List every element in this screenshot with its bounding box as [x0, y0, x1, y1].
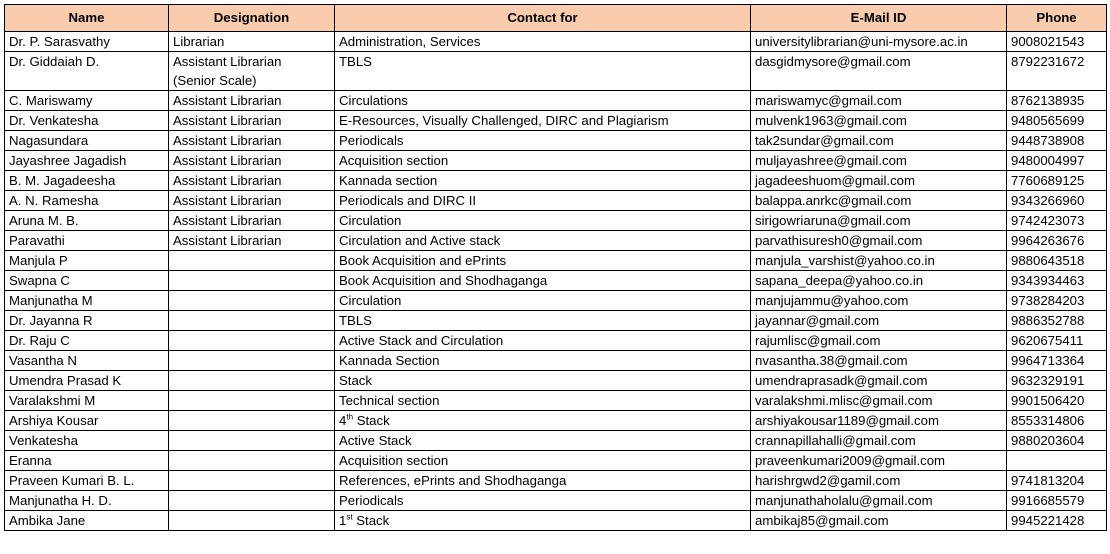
cell-email[interactable]: arshiyakousar1189@gmail.com — [751, 411, 1007, 431]
cell-email[interactable]: manjunathaholalu@gmail.com — [751, 491, 1007, 511]
designation-text: Assistant Librarian — [173, 133, 282, 148]
table-row — [5, 111, 1107, 131]
cell-designation — [169, 371, 335, 391]
table-row — [5, 251, 1107, 271]
cell-name: Paravathi — [5, 231, 169, 251]
table-row — [5, 511, 1107, 531]
contact-ordinal-number: 1 — [339, 513, 347, 528]
cell-designation — [169, 291, 335, 311]
designation-text: Assistant Librarian — [173, 173, 282, 188]
cell-name: Dr. Venkatesha — [5, 111, 169, 131]
cell-contact-for — [335, 231, 751, 251]
cell-phone: 7760689125 — [1007, 171, 1107, 191]
contact-text: Kannada Section — [339, 353, 440, 368]
cell-name: Nagasundara — [5, 131, 169, 151]
cell-email[interactable]: rajumlisc@gmail.com — [751, 331, 1007, 351]
designation-text: Assistant Librarian — [173, 233, 282, 248]
header-row — [5, 5, 1107, 32]
table-row — [5, 91, 1107, 111]
cell-designation — [169, 451, 335, 471]
contact-text: References, ePrints and Shodhaganga — [339, 473, 567, 488]
contact-text: Stack — [356, 413, 390, 428]
cell-phone: 9480004997 — [1007, 151, 1107, 171]
contact-text: Stack — [339, 373, 372, 388]
cell-email[interactable]: dasgidmysore@gmail.com — [751, 52, 1007, 91]
cell-designation — [169, 32, 335, 52]
cell-phone: 9741813204 — [1007, 471, 1107, 491]
table-row — [5, 231, 1107, 251]
contact-text: Circulations — [339, 93, 408, 108]
contact-text: Periodicals — [339, 493, 404, 508]
cell-phone: 9632329191 — [1007, 371, 1107, 391]
cell-contact-for — [335, 171, 751, 191]
cell-designation — [169, 211, 335, 231]
contact-text: Active Stack and Circulation — [339, 333, 504, 348]
contact-ordinal-suffix: st — [346, 512, 353, 522]
designation-text: Librarian — [173, 34, 225, 49]
cell-contact-for — [335, 311, 751, 331]
cell-designation — [169, 431, 335, 451]
cell-phone: 8792231672 — [1007, 52, 1107, 91]
table-row — [5, 491, 1107, 511]
cell-name: A. N. Ramesha — [5, 191, 169, 211]
cell-designation — [169, 351, 335, 371]
cell-phone: 9886352788 — [1007, 311, 1107, 331]
cell-contact-for — [335, 52, 751, 91]
table-row — [5, 311, 1107, 331]
contact-text: Periodicals and DIRC II — [339, 193, 477, 208]
contact-text: Acquisition section — [339, 153, 449, 168]
cell-email[interactable]: crannapillahalli@gmail.com — [751, 431, 1007, 451]
cell-email[interactable]: harishrgwd2@gamil.com — [751, 471, 1007, 491]
cell-designation — [169, 151, 335, 171]
cell-email[interactable]: manjujammu@yahoo.com — [751, 291, 1007, 311]
table-row — [5, 391, 1107, 411]
table-row — [5, 331, 1107, 351]
cell-designation — [169, 91, 335, 111]
cell-contact-for — [335, 491, 751, 511]
cell-contact-for — [335, 431, 751, 451]
contact-text: Acquisition section — [339, 453, 449, 468]
table-row — [5, 431, 1107, 451]
cell-name: Swapna C — [5, 271, 169, 291]
cell-phone: 9448738908 — [1007, 131, 1107, 151]
cell-email[interactable]: sapana_deepa@yahoo.co.in — [751, 271, 1007, 291]
cell-contact-for — [335, 351, 751, 371]
contact-ordinal-suffix: th — [346, 412, 354, 422]
contact-text: Circulation and Active stack — [339, 233, 501, 248]
cell-phone: 8553314806 — [1007, 411, 1107, 431]
cell-phone — [1007, 451, 1107, 471]
cell-email[interactable]: umendraprasadk@gmail.com — [751, 371, 1007, 391]
cell-phone: 9738284203 — [1007, 291, 1107, 311]
table-row — [5, 351, 1107, 371]
cell-phone: 9964713364 — [1007, 351, 1107, 371]
cell-contact-for — [335, 111, 751, 131]
cell-contact-for — [335, 211, 751, 231]
cell-email[interactable]: ambikaj85@gmail.com — [751, 511, 1007, 531]
header-name: Name — [5, 5, 169, 32]
table-row — [5, 191, 1107, 211]
cell-contact-for — [335, 411, 751, 431]
cell-email[interactable]: universitylibrarian@uni-mysore.ac.in — [751, 32, 1007, 52]
cell-email[interactable]: muljayashree@gmail.com — [751, 151, 1007, 171]
header-phone: Phone — [1007, 5, 1107, 32]
cell-phone: 9008021543 — [1007, 32, 1107, 52]
header-designation: Designation — [169, 5, 335, 32]
table-row — [5, 471, 1107, 491]
contact-text: Administration, Services — [339, 34, 481, 49]
cell-phone: 9964263676 — [1007, 231, 1107, 251]
cell-designation — [169, 411, 335, 431]
cell-name: Dr. Raju C — [5, 331, 169, 351]
cell-contact-for — [335, 271, 751, 291]
cell-designation — [169, 231, 335, 251]
cell-designation — [169, 271, 335, 291]
designation-text: Assistant Librarian — [173, 54, 282, 69]
table-row — [5, 151, 1107, 171]
cell-contact-for — [335, 251, 751, 271]
cell-designation — [169, 491, 335, 511]
cell-name: C. Mariswamy — [5, 91, 169, 111]
cell-contact-for — [335, 32, 751, 52]
cell-email[interactable]: varalakshmi.mlisc@gmail.com — [751, 391, 1007, 411]
cell-name: Ambika Jane — [5, 511, 169, 531]
table-row — [5, 271, 1107, 291]
cell-name: Manjunatha H. D. — [5, 491, 169, 511]
cell-name: Vasantha N — [5, 351, 169, 371]
designation-text: Assistant Librarian — [173, 153, 282, 168]
cell-name: Dr. Giddaiah D. — [5, 52, 169, 91]
staff-contact-table — [4, 4, 1107, 531]
cell-email[interactable]: jagadeeshuom@gmail.com — [751, 171, 1007, 191]
cell-phone: 9343266960 — [1007, 191, 1107, 211]
cell-email[interactable]: praveenkumari2009@gmail.com — [751, 451, 1007, 471]
cell-contact-for — [335, 451, 751, 471]
contact-text: Active Stack — [339, 433, 412, 448]
contact-ordinal-number: 4 — [339, 413, 347, 428]
cell-designation — [169, 391, 335, 411]
table-row — [5, 371, 1107, 391]
cell-phone: 8762138935 — [1007, 91, 1107, 111]
cell-email[interactable]: manjula_varshist@yahoo.co.in — [751, 251, 1007, 271]
cell-contact-for — [335, 151, 751, 171]
cell-contact-for — [335, 471, 751, 491]
table-row — [5, 171, 1107, 191]
designation-text: Assistant Librarian — [173, 193, 282, 208]
header-email: E-Mail ID — [751, 5, 1007, 32]
table-row — [5, 131, 1107, 151]
contact-text: Circulation — [339, 213, 402, 228]
cell-designation — [169, 191, 335, 211]
designation-text-line2: (Senior Scale) — [173, 73, 257, 88]
cell-email[interactable]: nvasantha.38@gmail.com — [751, 351, 1007, 371]
cell-contact-for — [335, 191, 751, 211]
cell-name: Dr. Jayanna R — [5, 311, 169, 331]
cell-name: Jayashree Jagadish — [5, 151, 169, 171]
cell-designation — [169, 311, 335, 331]
cell-name: Eranna — [5, 451, 169, 471]
cell-contact-for — [335, 91, 751, 111]
cell-phone: 9620675411 — [1007, 331, 1107, 351]
cell-contact-for — [335, 331, 751, 351]
table-row — [5, 52, 1107, 91]
cell-designation — [169, 471, 335, 491]
cell-name: B. M. Jagadeesha — [5, 171, 169, 191]
designation-text: Assistant Librarian — [173, 213, 282, 228]
cell-contact-for — [335, 291, 751, 311]
cell-name: Praveen Kumari B. L. — [5, 471, 169, 491]
table-row — [5, 451, 1107, 471]
table-row — [5, 291, 1107, 311]
contact-text: TBLS — [339, 313, 372, 328]
contact-text: Circulation — [339, 293, 402, 308]
cell-phone: 9880643518 — [1007, 251, 1107, 271]
cell-name: Aruna M. B. — [5, 211, 169, 231]
table-row — [5, 211, 1107, 231]
designation-text: Assistant Librarian — [173, 113, 282, 128]
cell-name: Manjunatha M — [5, 291, 169, 311]
designation-text: Assistant Librarian — [173, 93, 282, 108]
cell-email[interactable]: sirigowriaruna@gmail.com — [751, 211, 1007, 231]
cell-designation — [169, 251, 335, 271]
cell-designation — [169, 52, 335, 91]
contact-text: TBLS — [339, 54, 372, 69]
cell-phone: 9916685579 — [1007, 491, 1107, 511]
cell-email[interactable]: jayannar@gmail.com — [751, 311, 1007, 331]
cell-email[interactable]: tak2sundar@gmail.com — [751, 131, 1007, 151]
cell-designation — [169, 111, 335, 131]
cell-phone: 9742423073 — [1007, 211, 1107, 231]
contact-text: Periodicals — [339, 133, 404, 148]
cell-phone: 9945221428 — [1007, 511, 1107, 531]
contact-text: Book Acquisition and ePrints — [339, 253, 507, 268]
cell-email[interactable]: parvathisuresh0@gmail.com — [751, 231, 1007, 251]
cell-phone: 9901506420 — [1007, 391, 1107, 411]
cell-name: Manjula P — [5, 251, 169, 271]
cell-name: Umendra Prasad K — [5, 371, 169, 391]
contact-text: E-Resources, Visually Challenged, DIRC and Plagiarism — [339, 113, 669, 128]
cell-designation — [169, 131, 335, 151]
table-row — [5, 411, 1107, 431]
cell-email[interactable]: balappa.anrkc@gmail.com — [751, 191, 1007, 211]
contact-text: Book Acquisition and Shodhaganga — [339, 273, 548, 288]
cell-phone: 9480565699 — [1007, 111, 1107, 131]
cell-contact-for — [335, 371, 751, 391]
cell-name: Venkatesha — [5, 431, 169, 451]
table-row — [5, 32, 1107, 52]
cell-name: Varalakshmi M — [5, 391, 169, 411]
cell-phone: 9343934463 — [1007, 271, 1107, 291]
contact-text: Stack — [356, 513, 390, 528]
cell-name: Dr. P. Sarasvathy — [5, 32, 169, 52]
header-contact-for: Contact for — [335, 5, 751, 32]
cell-name: Arshiya Kousar — [5, 411, 169, 431]
cell-designation — [169, 171, 335, 191]
cell-designation — [169, 331, 335, 351]
cell-email[interactable]: mariswamyc@gmail.com — [751, 91, 1007, 111]
cell-contact-for — [335, 511, 751, 531]
contact-text: Kannada section — [339, 173, 438, 188]
cell-contact-for — [335, 131, 751, 151]
cell-contact-for — [335, 391, 751, 411]
cell-designation — [169, 511, 335, 531]
cell-email[interactable]: mulvenk1963@gmail.com — [751, 111, 1007, 131]
contact-text: Technical section — [339, 393, 440, 408]
cell-phone: 9880203604 — [1007, 431, 1107, 451]
